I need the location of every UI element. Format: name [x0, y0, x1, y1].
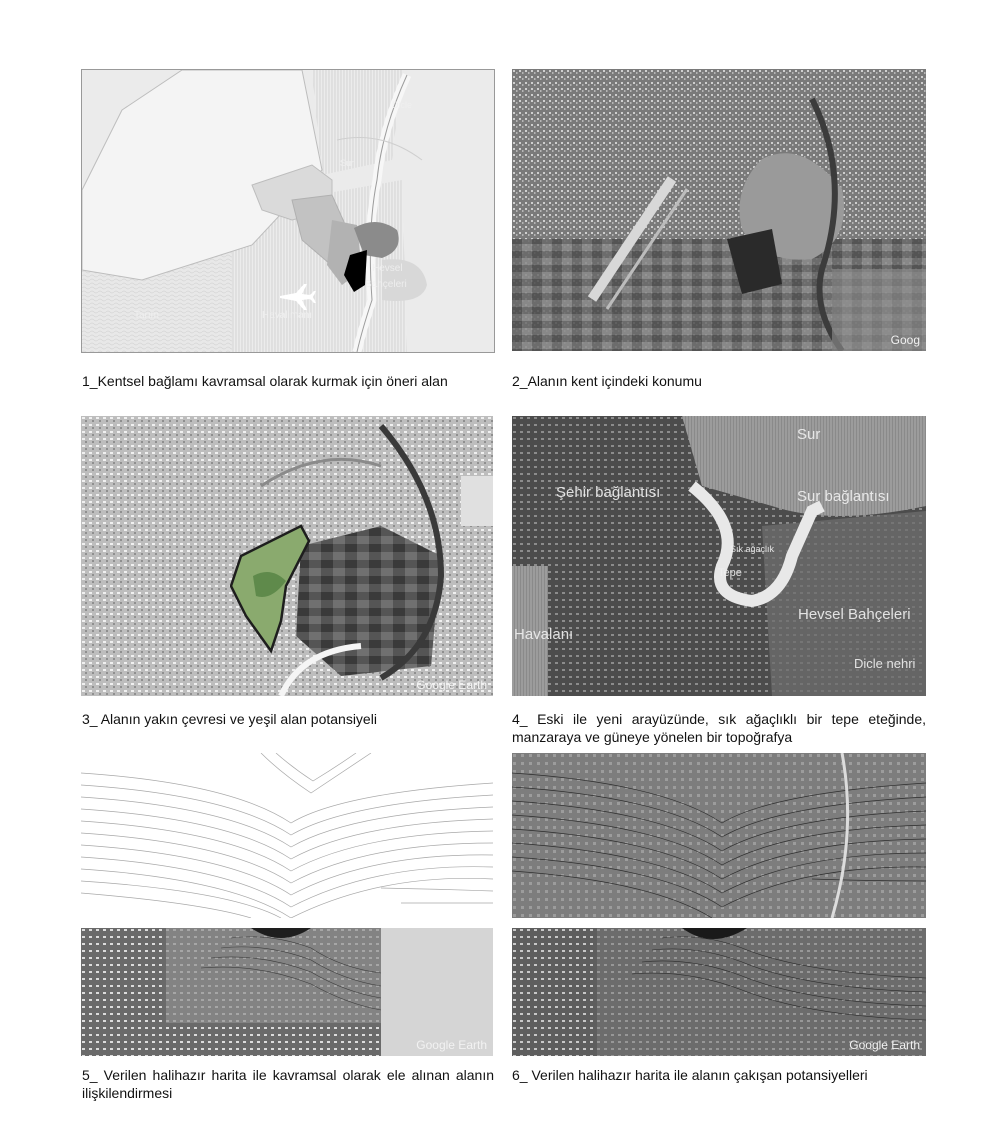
caption-3: 3_ Alanın yakın çevresi ve yeşil alan potansiyeli	[82, 711, 377, 727]
map-label-bahceleri: Bahçeleri	[365, 279, 407, 290]
topography-concept-photo	[512, 416, 926, 696]
google-earth-watermark: Google Earth	[416, 678, 487, 692]
label-hevsel-bahceleri: Hevsel Bahçeleri	[798, 606, 911, 623]
label-dicle-nehri: Dicle nehri	[854, 656, 916, 671]
contour-panel-5-top	[81, 753, 493, 918]
green-area-photo	[81, 416, 493, 696]
label-havalani: Havalanı	[514, 626, 574, 643]
aerial-panel-2	[512, 69, 926, 351]
caption-4: 4_ Eski ile yeni arayüzünde, sık ağaçlıklı bir tepe eteğinde, manzaraya ve güneye yönelen bir topoğrafya	[512, 711, 926, 745]
map-label-havalimani: Havalimanı	[262, 310, 313, 321]
map-label-dicle: Dicle	[392, 100, 413, 110]
google-watermark: Goog	[890, 333, 920, 347]
contour-lines	[81, 753, 493, 918]
aerial-panel-3	[81, 416, 493, 696]
aerial-photo	[512, 69, 926, 351]
overlap-photo	[512, 928, 926, 1056]
google-earth-watermark: Google Earth	[416, 1038, 487, 1052]
overlay-photo	[81, 928, 493, 1056]
map-label-sur: Sur	[340, 158, 355, 168]
map-label-hevsel: Hevsel	[372, 263, 403, 274]
google-earth-watermark: Google Earth	[849, 1038, 920, 1052]
overlay-panel-5-bottom	[81, 928, 493, 1056]
caption-2: 2_Alanın kent içindeki konumu	[512, 373, 702, 389]
label-sehir-baglantisi: Şehir bağlantısı	[556, 484, 661, 501]
overlap-panel-6-top	[512, 753, 926, 918]
label-sur: Sur	[797, 426, 821, 443]
label-sik-agaclik: Sık ağaçlık	[730, 544, 775, 554]
overlap-panel-6-bottom	[512, 928, 926, 1056]
concept-panel-4	[512, 416, 926, 696]
map-label-tarim: Tarım	[134, 310, 159, 321]
label-sur-baglantisi: Sur bağlantısı	[797, 488, 890, 505]
caption-5: 5_ Verilen halihazır harita ile kavramsal olarak ele alınan alanın ilişkilendirmesi	[82, 1067, 494, 1101]
caption-1: 1_Kentsel bağlamı kavramsal olarak kurmak için öneri alan	[82, 373, 448, 389]
caption-6: 6_ Verilen halihazır harita ile alanın çakışan potansiyelleri	[512, 1067, 868, 1083]
label-tepe: Tepe	[718, 567, 742, 579]
contour-overlay-photo	[512, 753, 926, 918]
map-panel-1	[81, 69, 495, 353]
